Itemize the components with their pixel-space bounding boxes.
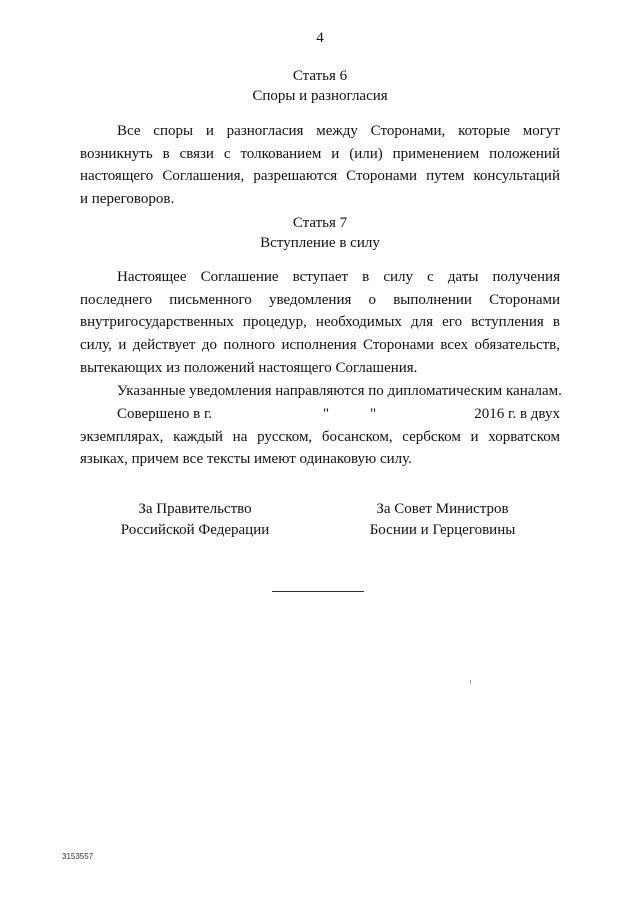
notice-line: Указанные уведомления направляются по дипломатическим каналам.	[117, 382, 562, 399]
article-7-heading	[0, 213, 640, 253]
article-6-heading	[0, 66, 640, 106]
document-code: 3153557	[62, 852, 94, 861]
date-quote-open: "	[323, 406, 330, 422]
page-number: 4	[316, 30, 324, 46]
signature-right-line-2: Боснии и Герцеговины	[369, 522, 516, 538]
signature-left-line-1: За Правительство	[138, 501, 252, 517]
signature-block-bih	[345, 499, 540, 541]
article-6-subtitle: Споры и разногласия	[252, 88, 388, 104]
paragraph-line: возникнуть в связи с толкованием и (или) применением положений	[80, 145, 560, 162]
article-7-subtitle: Вступление в силу	[260, 235, 380, 251]
paragraph-line: внутригосударственных процедур, необходимых для его вступления в	[80, 314, 560, 331]
paragraph-line: последнего письменного уведомления о выполнении Сторонами	[80, 291, 560, 308]
article-7-paragraph	[80, 266, 560, 402]
signature-block-russia	[100, 499, 290, 541]
paragraph-line: Все споры и разногласия между Сторонами, которые могут	[117, 123, 560, 139]
article-6-paragraph	[80, 120, 560, 211]
article-7-title: Статья 7	[292, 215, 348, 231]
paragraph-line: и переговоров.	[80, 191, 175, 208]
scan-speck	[470, 680, 471, 684]
concluded-year: 2016 г. в двух	[474, 406, 560, 422]
paragraph-line: вытекающих из положений настоящего Соглашения.	[80, 359, 418, 376]
signature-right-line-1: За Совет Министров	[376, 501, 509, 517]
paragraph-line: силу, и действует до полного исполнения Сторонами всех обязательств,	[80, 337, 560, 354]
concluded-paragraph	[80, 403, 560, 471]
paragraph-line: Настоящее Соглашение вступает в силу с даты получения	[117, 269, 560, 285]
signature-left-line-2: Российской Федерации	[120, 522, 270, 538]
paragraph-line: настоящего Соглашения, разрешаются Сторонами путем консультаций	[80, 168, 560, 185]
date-quote-close: "	[370, 406, 377, 422]
concluded-first-line	[80, 403, 560, 426]
paragraph-line: языках, причем все тексты имеют одинаковую силу.	[80, 451, 412, 468]
end-divider-line	[272, 591, 364, 592]
concluded-prefix: Совершено в г.	[117, 406, 213, 422]
article-6-title: Статья 6	[292, 68, 348, 84]
paragraph-line: экземплярах, каждый на русском, босанском, сербском и хорватском	[80, 428, 560, 445]
